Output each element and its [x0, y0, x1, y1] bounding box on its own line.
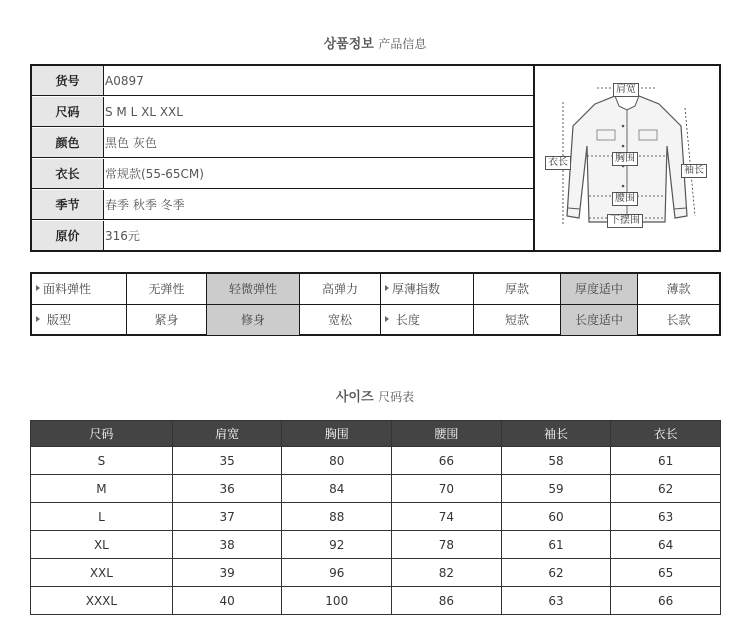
info-label: 尺码: [32, 97, 104, 126]
table-row: [31, 447, 721, 475]
hem-label: 下摆围: [607, 214, 643, 228]
column-header: 肩宽: [172, 421, 282, 447]
table-cell: 38: [172, 531, 282, 559]
table-cell: XXL: [31, 559, 173, 587]
table-cell: 58: [501, 447, 611, 475]
info-row-size: [32, 97, 533, 127]
info-value: A0897: [105, 74, 144, 88]
table-cell: 64: [611, 531, 721, 559]
attr-option-selected: 长度适中: [561, 305, 638, 335]
table-cell: 66: [392, 447, 502, 475]
column-header: 胸围: [282, 421, 392, 447]
sleeve-label: 袖长: [681, 164, 707, 178]
table-row: [31, 531, 721, 559]
table-cell: 35: [172, 447, 282, 475]
table-row: [31, 559, 721, 587]
table-cell: 78: [392, 531, 502, 559]
table-row: [31, 475, 721, 503]
attr-option-selected: 修身: [207, 305, 300, 335]
attr-label-thickness: 厚薄指数: [381, 274, 474, 304]
table-cell: 70: [392, 475, 502, 503]
info-row-color: [32, 128, 533, 158]
info-label: 季节: [32, 190, 104, 219]
table-cell: 80: [282, 447, 392, 475]
column-header: 尺码: [31, 421, 173, 447]
table-cell: S: [31, 447, 173, 475]
table-cell: 59: [501, 475, 611, 503]
info-row-season: [32, 190, 533, 220]
table-row: [31, 587, 721, 615]
length-label: 衣长: [545, 156, 571, 170]
attr-option: 紧身: [127, 305, 207, 335]
product-info-heading-zh: 产品信息: [378, 37, 427, 51]
attr-option: 宽松: [300, 305, 381, 335]
size-chart-header-row: [31, 421, 721, 447]
table-cell: 60: [501, 503, 611, 531]
table-cell: 100: [282, 587, 392, 615]
table-cell: 86: [392, 587, 502, 615]
table-cell: 84: [282, 475, 392, 503]
table-cell: 63: [501, 587, 611, 615]
triangle-bullet-icon: [385, 285, 389, 291]
table-row: [31, 503, 721, 531]
info-value: 常规款(55-65CM): [105, 167, 204, 181]
table-cell: 36: [172, 475, 282, 503]
table-cell: 88: [282, 503, 392, 531]
table-cell: 63: [611, 503, 721, 531]
product-info-heading: [0, 33, 750, 52]
info-label: 颜色: [32, 128, 104, 157]
info-row-price: [32, 221, 533, 250]
info-row-length: [32, 159, 533, 189]
attr-option: 薄款: [666, 282, 691, 296]
table-cell: 96: [282, 559, 392, 587]
attr-label-fit: 版型: [32, 305, 127, 335]
product-info-heading-ko: 상품정보: [323, 37, 374, 52]
table-cell: L: [31, 503, 173, 531]
table-cell: 62: [611, 475, 721, 503]
attr-option: 长款: [666, 313, 691, 327]
attr-option-selected: 轻微弹性: [207, 274, 300, 304]
info-label: 货号: [32, 66, 104, 95]
attr-option: 无弹性: [127, 274, 207, 304]
table-cell: 37: [172, 503, 282, 531]
shoulder-label: 肩宽: [613, 83, 639, 97]
table-cell: 61: [611, 447, 721, 475]
product-info-panel: [30, 64, 721, 252]
info-label: 衣长: [32, 159, 104, 188]
table-cell: XXXL: [31, 587, 173, 615]
size-chart-table: [30, 420, 721, 615]
info-row-item-no: [32, 66, 533, 96]
waist-label: 腰围: [612, 192, 638, 206]
table-cell: 74: [392, 503, 502, 531]
size-chart-heading: [0, 386, 750, 405]
attr-option: 短款: [474, 305, 561, 335]
triangle-bullet-icon: [36, 285, 40, 291]
table-cell: 92: [282, 531, 392, 559]
attr-option-selected: 厚度适中: [561, 274, 638, 304]
triangle-bullet-icon: [385, 316, 389, 322]
attr-option: 厚款: [474, 274, 561, 304]
table-cell: 39: [172, 559, 282, 587]
size-chart-heading-zh: 尺码表: [378, 390, 415, 404]
attr-option: 高弹力: [300, 274, 381, 304]
column-header: 袖长: [501, 421, 611, 447]
attr-label-elasticity: 面料弹性: [32, 274, 127, 304]
attr-label-length: 长度: [381, 305, 474, 335]
table-cell: 40: [172, 587, 282, 615]
column-header: 衣长: [611, 421, 721, 447]
table-cell: M: [31, 475, 173, 503]
size-chart-heading-ko: 사이즈: [335, 390, 374, 405]
triangle-bullet-icon: [36, 316, 40, 322]
attribute-table: [30, 272, 721, 336]
info-value: S M L XL XXL: [105, 105, 183, 119]
table-cell: 66: [611, 587, 721, 615]
info-label: 原价: [32, 221, 104, 250]
chest-label: 胸围: [612, 152, 638, 166]
table-cell: 62: [501, 559, 611, 587]
product-info-table: [32, 66, 533, 250]
table-cell: 82: [392, 559, 502, 587]
table-cell: 61: [501, 531, 611, 559]
info-value: 黑色 灰色: [105, 136, 157, 150]
info-value: 316元: [105, 229, 140, 243]
garment-measurement-diagram: [535, 66, 719, 250]
info-value: 春季 秋季 冬季: [105, 198, 185, 212]
table-cell: 65: [611, 559, 721, 587]
table-cell: XL: [31, 531, 173, 559]
column-header: 腰围: [392, 421, 502, 447]
